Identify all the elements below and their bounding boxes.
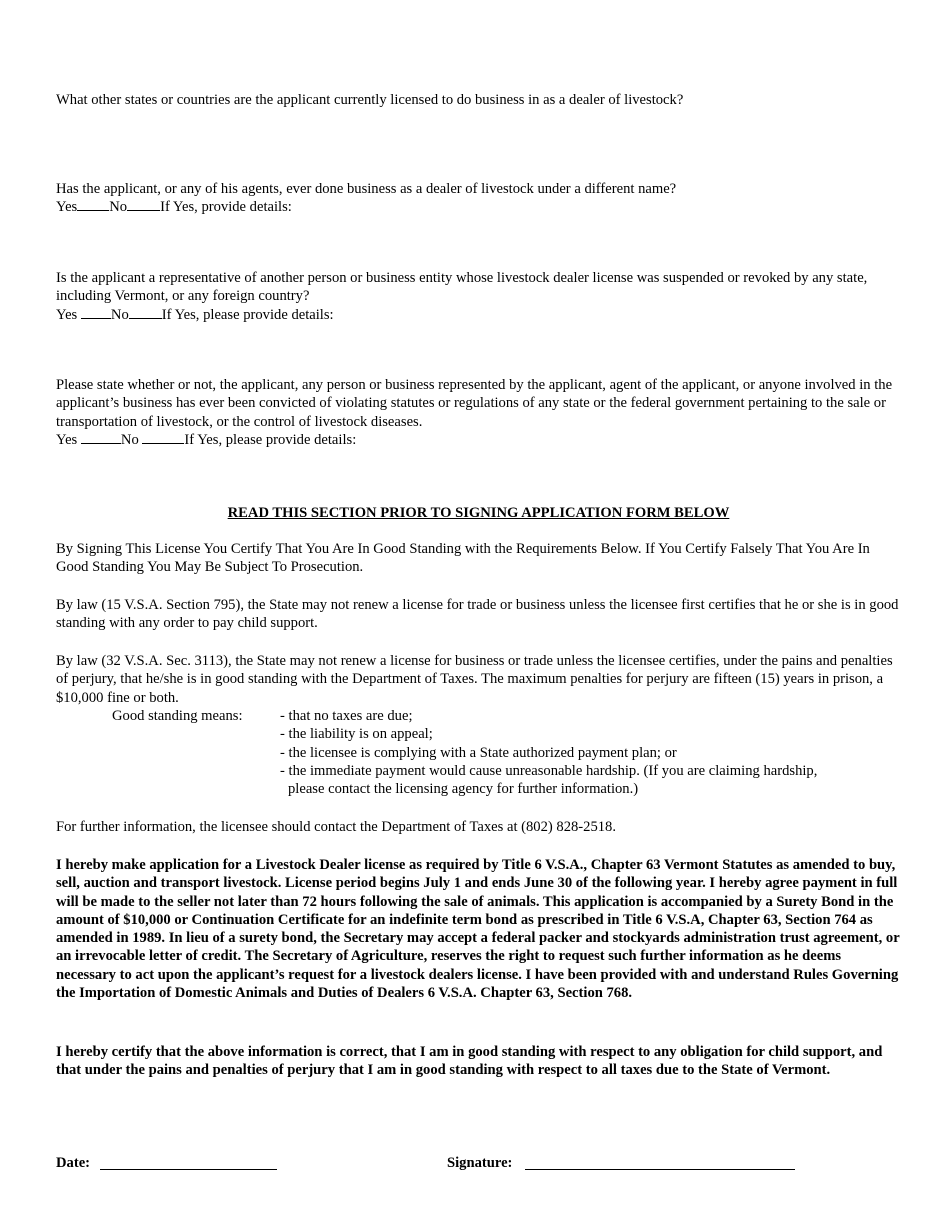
further-info: For further information, the licensee should contact the Department of Taxes at (802) 828-2518. (56, 819, 616, 835)
if-yes-label: If Yes, please provide details: (161, 306, 334, 323)
question-suspended-license (56, 269, 901, 324)
yes-blank[interactable] (77, 198, 109, 211)
child-support-law: By law (15 V.S.A. Section 795), the State may not renew a license for trade or business unless the licensee first certifies that he or she is in good standing with any order to pay child support. (56, 597, 899, 632)
certify-warning: By Signing This License You Certify That You Are In Good Standing with the Requirements Below. If You Certify Falsely That You Are In Good Standing You May Be Subject To Prosecution. (56, 541, 870, 576)
question-convictions (56, 376, 901, 449)
signature-label: Signature: (447, 1155, 513, 1171)
certification-statement: I hereby certify that the above information is correct, that I am in good standing with respect to any obligation for child support, and that under the pains and penalties of perjury that I am in good standing with respect to all taxes due to the State of Vermont. (56, 1044, 883, 1079)
signature-row (56, 1154, 901, 1174)
question-text: Is the applicant a representative of another person or business entity whose livestock dealer license was suspended or revoked by any state, including Vermont, or any foreign country? (56, 270, 868, 305)
no-label: No (120, 431, 139, 448)
question-different-name (56, 180, 901, 217)
tax-law: By law (32 V.S.A. Sec. 3113), the State may not renew a license for business or trade unless the licensee certifies, under the pains and penalties of perjury, that he/she is in good standing with the Department of Taxes. The maximum penalties for perjury are fifteen (15) years in prison, a $10,000 fine or both. (56, 653, 893, 706)
signature-field[interactable] (525, 1169, 795, 1170)
if-yes-label: If Yes, please provide details: (184, 431, 357, 448)
good-standing-list (280, 707, 880, 798)
list-item: - that no taxes are due; (280, 708, 413, 724)
if-yes-label: If Yes, provide details: (160, 199, 292, 216)
yes-no-row (56, 431, 901, 449)
question-text: Has the applicant, or any of his agents, ever done business as a dealer of livestock under a different name? (56, 181, 677, 197)
no-label: No (110, 306, 129, 323)
yes-label: Yes (56, 306, 78, 323)
date-field[interactable] (100, 1169, 277, 1170)
list-item: - the liability is on appeal; (280, 726, 433, 743)
yes-blank[interactable] (81, 306, 111, 319)
question-text: What other states or countries are the applicant currently licensed to do business in as a dealer of livestock? (56, 92, 684, 108)
no-blank[interactable] (127, 198, 160, 211)
no-blank[interactable] (142, 431, 184, 444)
no-blank[interactable] (129, 306, 162, 319)
list-item: - the immediate payment would cause unreasonable hardship. (If you are claiming hardship, (280, 762, 818, 779)
yes-no-row (56, 198, 901, 216)
question-text: Please state whether or not, the applicant, any person or business represented by the applicant, agent of the applicant, or anyone involved in the applicant’s business has ever been convicted of violating statutes or regulations of any state or the federal government pertaining to the sale or transportation of livestock, or the control of livestock diseases. (56, 377, 893, 430)
question-other-licenses (56, 91, 901, 109)
yes-no-row (56, 306, 901, 324)
list-item-continuation: please contact the licensing agency for further information.) (288, 781, 639, 798)
section-heading: READ THIS SECTION PRIOR TO SIGNING APPLICATION FORM BELOW (227, 505, 730, 521)
no-label: No (109, 199, 128, 216)
form-page (56, 0, 901, 1230)
list-item: - the licensee is complying with a State authorized payment plan; or (280, 744, 677, 761)
good-standing-label: Good standing means: (112, 708, 243, 724)
yes-label: Yes (56, 199, 78, 216)
yes-label: Yes (56, 431, 78, 448)
application-statement: I hereby make application for a Livestock Dealer license as required by Title 6 V.S.A., Chapter 63 Vermont Statutes as amended to buy, sell, auction and transport livestock. License period begins July 1 and ends June 30 of the following year. I hereby agree payment in full will be made to the seller not later than 72 hours following the sale of animals. This application is accompanied by a Surety Bond in the amount of $10,000 or Continuation Certificate for an indefinite term bond as prescribed in Title 6 V.S.A, Chapter 63, Section 764 as amended in 1989. In lieu of a surety bond, the Secretary may accept a federal packer and stockyards administration trust agreement, or an irrevocable letter of credit. The Secretary of Agriculture, reserves the right to request such further information as he deems necessary to act upon the applicant’s request for a livestock dealers license. I have been provided with and understand Rules Governing the Importation of Domestic Animals and Duties of Dealers 6 V.S.A. Chapter 63, Section 768. (56, 857, 900, 1002)
date-label: Date: (56, 1155, 91, 1171)
yes-blank[interactable] (81, 431, 121, 444)
